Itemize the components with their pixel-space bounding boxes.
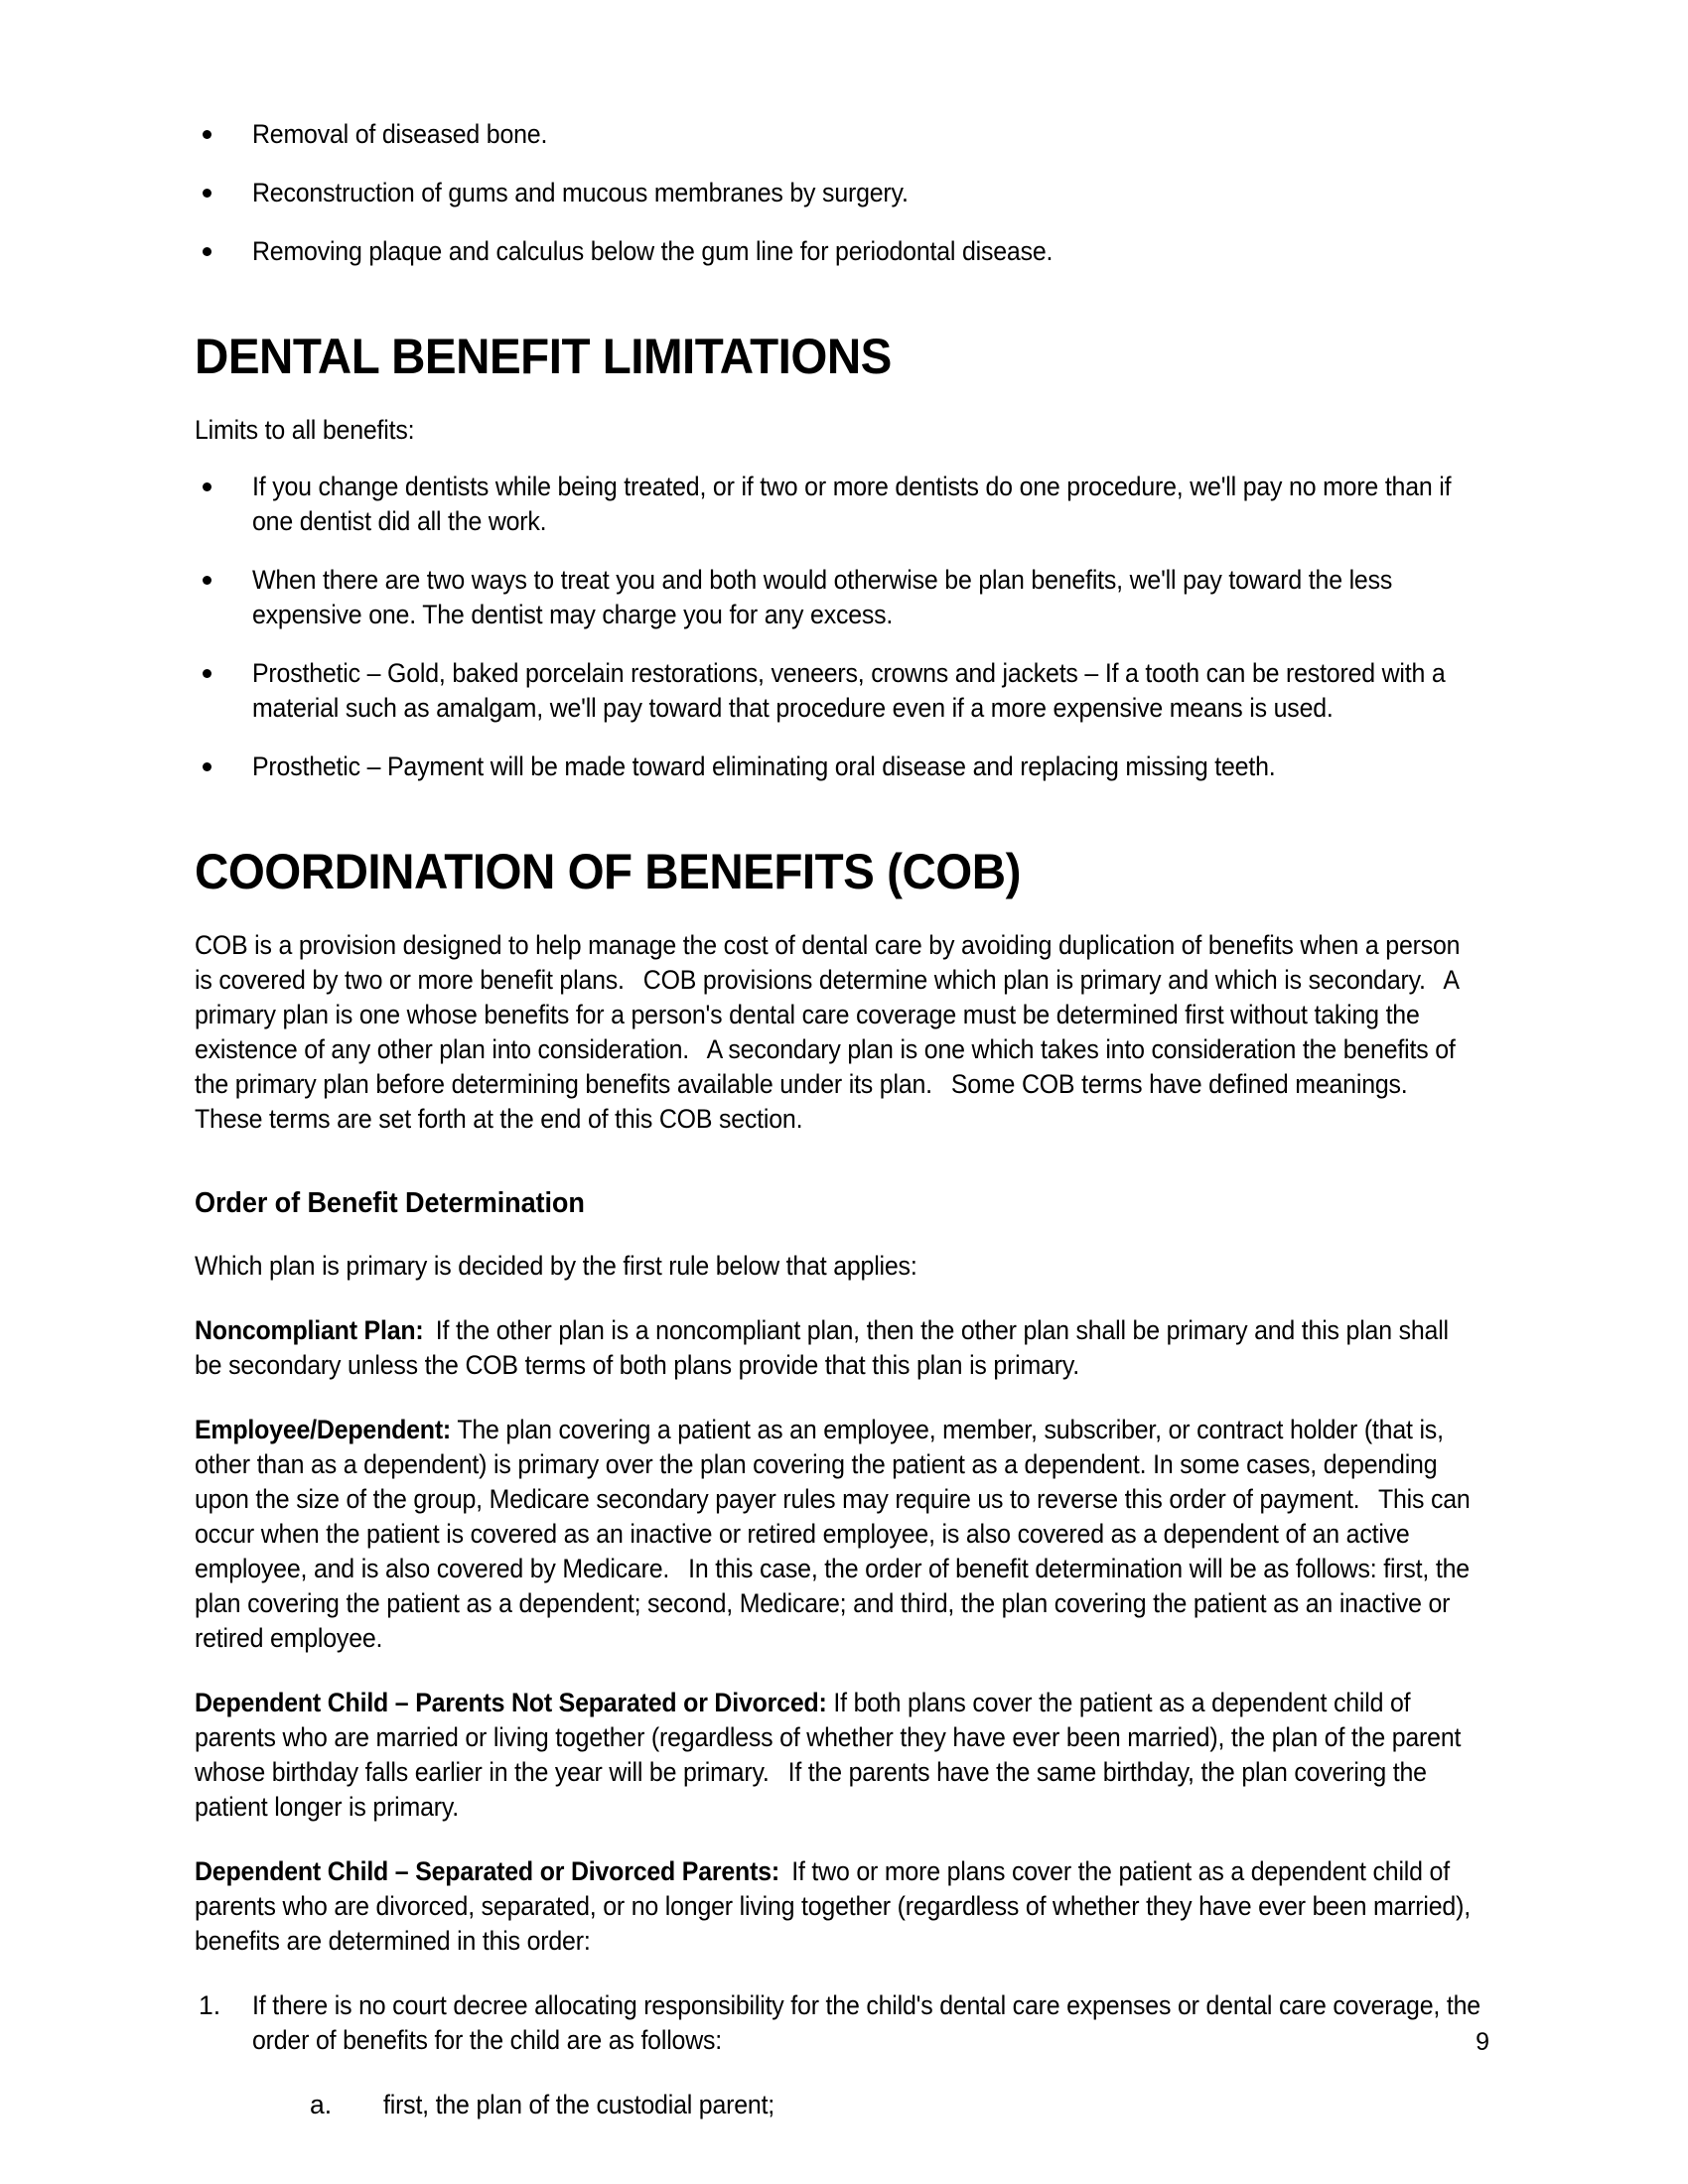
list-item (195, 176, 1481, 210)
bullet-icon (203, 247, 211, 256)
list-item-text: If you change dentists while being treated, or if two or more dentists do one procedure, we'll pay no more than if one dentist did all the work. (252, 472, 1452, 536)
list-item-text: Removing plaque and calculus below the gum line for periodontal disease. (252, 236, 1054, 266)
rule-paragraph-dependent-child-separated-or-divorced (195, 1854, 1481, 1959)
list-marker: 1. (199, 1990, 221, 2021)
list-item-text: first, the plan of the custodial parent; (383, 2090, 775, 2120)
spacer (195, 1383, 1481, 1413)
order-intro-text: Which plan is primary is decided by the first rule below that applies: (195, 1251, 917, 1282)
list-item-text: When there are two ways to treat you and both would otherwise be plan benefits, we'll pay toward the less expensive one. The dentist may charge you for any excess. (252, 565, 1393, 629)
page-number: 9 (1476, 2028, 1489, 2056)
spacer (195, 1219, 1481, 1249)
list-item (195, 1988, 1481, 2058)
rule-label: Dependent Child – Parents Not Separated or Divorced: (195, 1688, 827, 1718)
list-item (195, 2088, 1481, 2122)
rule-paragraph-employee-dependent (195, 1413, 1481, 1656)
spacer (195, 784, 1481, 846)
rule-label: Dependent Child – Separated or Divorced Parents: (195, 1856, 779, 1887)
spacer (195, 1284, 1481, 1313)
limitations-intro: Limits to all benefits: (195, 415, 415, 445)
list-item (195, 750, 1481, 784)
cob-intro-paragraph: COB is a provision designed to help manage the cost of dental care by avoiding duplication of benefits when a person is covered by two or more benefit plans. COB provisions determine which plan is primary and which is secondary. A primary plan is one whose benefits for a person's dental care coverage must be determined first without taking the existence of any other plan into consideration. A secondary plan is one which takes into consideration the benefits of the primary plan before determining benefits available under its plan. Some COB terms have defined meanings. These terms are set forth at the end of this COB section. (195, 930, 1461, 1134)
limitations-bullet-list (195, 470, 1481, 784)
list-item (195, 234, 1481, 269)
bullet-icon (203, 189, 211, 198)
rule-body: If both plans cover the patient as a dependent child of parents who are married or living together (regardless of whether they have ever been married), the plan of the parent whose birthday falls earlier in the year will be primary. If the parents have the same birthday, the plan covering the patient longer is primary. (195, 1688, 1462, 1823)
rule-label: Noncompliant Plan: (195, 1315, 424, 1346)
spacer (195, 1825, 1481, 1854)
list-item (195, 470, 1481, 539)
rule-body: The plan covering a patient as an employee, member, subscriber, or contract holder (that is, other than as a dependent) is primary over the plan covering the patient as a dependent. In some cases, depending upon the size of the group, Medicare secondary payer rules may require us to reverse this order of payment. This can occur when the patient is covered as an inactive or retired employee, is also covered as a dependent of an active employee, and is also covered by Medicare. In this case, the order of benefit determination will be as follows: first, the plan covering the patient as a dependent; second, Medicare; and third, the plan covering the patient as an inactive or retired employee. (195, 1415, 1471, 1654)
numbered-list (195, 1988, 1481, 2058)
list-item-text: If there is no court decree allocating responsibility for the child's dental care expenses or dental care coverage, the order of benefits for the child are as follows: (252, 1990, 1480, 2056)
rule-body: If two or more plans cover the patient as a dependent child of parents who are divorced, separated, or no longer living together (regardless of whether they have ever been married), benefits are determined in this order: (195, 1856, 1471, 1957)
bullet-icon (203, 762, 211, 771)
list-marker: a. (310, 2090, 333, 2120)
bullet-icon (203, 669, 211, 678)
spacer (195, 383, 1481, 413)
intro-bullet-list (195, 117, 1481, 269)
bullet-icon (203, 482, 211, 491)
list-item-text: Reconstruction of gums and mucous membranes by surgery. (252, 178, 909, 207)
rule-paragraph-noncompliant-plan (195, 1313, 1481, 1383)
spacer (195, 1656, 1481, 1686)
spacer (195, 898, 1481, 928)
subsection-title-order-of-benefit-determination: Order of Benefit Determination (195, 1187, 585, 1219)
bullet-icon (203, 130, 211, 139)
section-title-cob: COORDINATION OF BENEFITS (COB) (195, 844, 1021, 899)
list-item-text: Prosthetic – Payment will be made toward eliminating oral disease and replacing missing teeth. (252, 751, 1276, 781)
spacer (195, 269, 1481, 331)
spacer (195, 448, 1481, 470)
spacer (195, 1137, 1481, 1188)
spacer (195, 1959, 1481, 1988)
list-item (195, 563, 1481, 632)
rule-paragraph-dependent-child-parents-not-separated (195, 1686, 1481, 1825)
spacer (195, 2058, 1481, 2088)
bullet-icon (203, 576, 211, 585)
rule-body: If the other plan is a noncompliant plan, then the other plan shall be primary and this plan shall be secondary unless the COB terms of both plans provide that this plan is primary. (195, 1315, 1449, 1381)
rule-label: Employee/Dependent: (195, 1415, 452, 1445)
list-item (195, 656, 1481, 726)
list-item (195, 117, 1481, 152)
list-item-text: Removal of diseased bone. (252, 119, 548, 149)
page-content (195, 117, 1481, 2122)
lettered-sublist (195, 2088, 1481, 2122)
list-item-text: Prosthetic – Gold, baked porcelain restorations, veneers, crowns and jackets – If a tooth can be restored with a material such as amalgam, we'll pay toward that procedure even if a more expensive means is used. (252, 658, 1446, 723)
page-title: DENTAL BENEFIT LIMITATIONS (195, 329, 892, 384)
